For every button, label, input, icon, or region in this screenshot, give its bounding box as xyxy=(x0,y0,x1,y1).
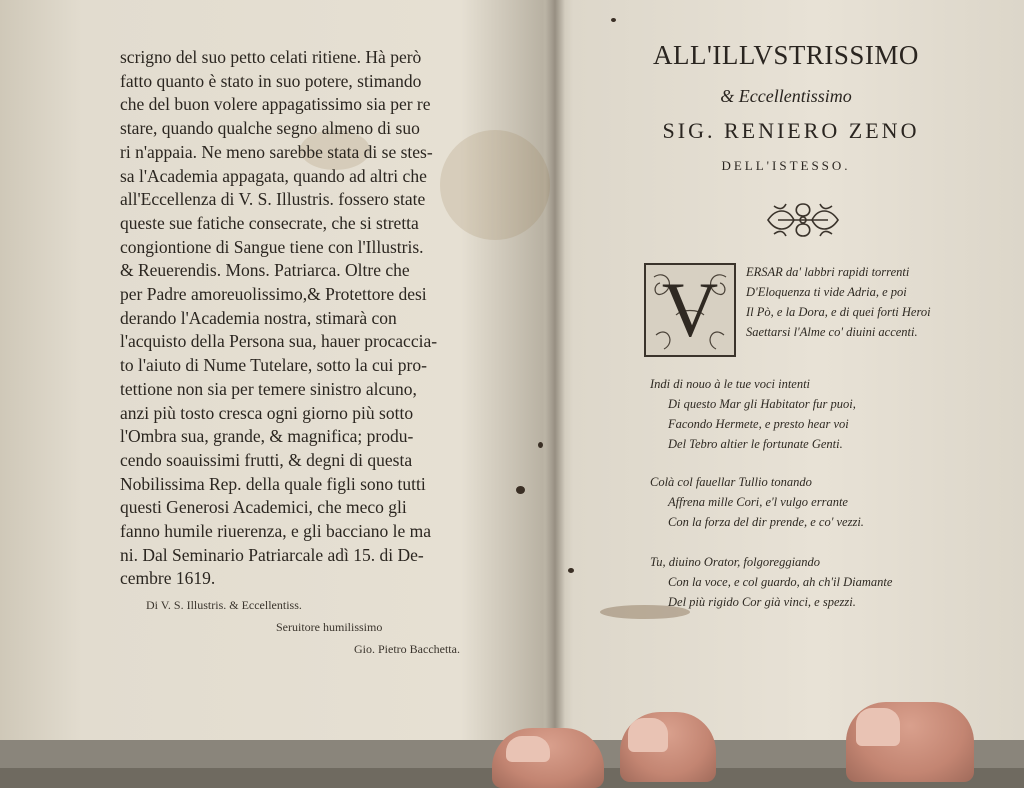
text-line: to l'aiuto di Nume Tutelare, sotto la cui pro- xyxy=(120,355,427,376)
text-line: derando l'Academia nostra, stimarà con xyxy=(120,307,397,328)
verse-line: ERSAR da' labbri rapidi torrenti xyxy=(746,265,910,279)
dedication-title: ALL'ILLVSTRISSIMO xyxy=(653,40,919,70)
text-line: l'acquisto della Persona sua, hauer procaccia- xyxy=(120,331,438,352)
text-line: cembre 1619. xyxy=(120,568,216,589)
text-line: & Reuerendis. Mons. Patriarca. Oltre che xyxy=(120,260,410,281)
text-line: tettione non sia per temere sinistro alcuno, xyxy=(120,378,417,399)
initial-letter: V xyxy=(661,266,719,353)
text-line: l'Ombra sua, grande, & magnifica; produ- xyxy=(120,426,414,447)
text-line: anzi più tosto cresca ogni giorno più sotto xyxy=(120,402,414,423)
verse-line: Del più rigido Cor già vinci, e spezzi. xyxy=(668,595,856,609)
verse-line: Tu, diuino Orator, folgoreggiando xyxy=(650,555,821,569)
text-line: che del buon volere appagatissimo sia per re xyxy=(120,94,431,115)
text-line: congiontione di Sangue tiene con l'Illustris. xyxy=(120,236,424,257)
author-signature: Gio. Pietro Bacchetta. xyxy=(354,642,460,656)
verse-line: Facondo Hermete, e presto hear voi xyxy=(668,417,849,431)
verse-line: Indi di nouo à le tue voci intenti xyxy=(650,377,811,391)
text-line: scrigno del suo petto celati ritiene. Hà però xyxy=(120,47,422,67)
dedication-author-line: DELL'ISTESSO. xyxy=(721,158,851,173)
dedicatee-name: SIG. RENIERO ZENO xyxy=(662,118,920,143)
verse-line: Colà col fauellar Tullio tonando xyxy=(650,475,812,489)
text-line: sa l'Academia appagata, quando ad altri che xyxy=(120,165,427,186)
sonnet-stanza-1 xyxy=(746,262,931,342)
thumb-right xyxy=(846,702,974,782)
sonnet-stanza-2 xyxy=(650,374,856,454)
floral-ornament-icon xyxy=(764,198,842,242)
text-line: ni. Dal Seminario Patriarcale adì 15. di De- xyxy=(120,544,424,565)
fingernail xyxy=(506,736,550,762)
text-line: per Padre amoreuolissimo,& Protettore desi xyxy=(120,284,427,305)
text-line: fatto quanto è stato in suo potere, stimando xyxy=(120,70,422,91)
closing-servant: Seruitore humilissimo xyxy=(276,620,383,634)
closing-salutation: Di V. S. Illustris. & Eccellentiss. xyxy=(146,598,302,612)
sonnet-stanza-4 xyxy=(650,552,892,612)
verse-line: Del Tebro altier le fortunate Genti. xyxy=(668,437,843,451)
text-line: stare, quando qualche segno almeno di suo xyxy=(120,118,420,139)
fingernail xyxy=(856,708,900,746)
text-line: questi Generosi Academici, che meco gli xyxy=(120,497,407,518)
verse-line: Di questo Mar gli Habitator fur puoi, xyxy=(668,397,856,411)
text-line: queste sue fatiche consecrate, che si stretta xyxy=(120,212,419,233)
verse-line: Il Pò, e la Dora, e di quei forti Heroi xyxy=(746,305,931,319)
fingernail xyxy=(628,718,668,752)
right-page xyxy=(560,0,1024,740)
text-line: ri n'appaia. Ne meno sarebbe stata di se stes- xyxy=(120,141,433,162)
text-line: fanno humile riuerenza, e gli bacciano le ma xyxy=(120,521,431,542)
verse-line: D'Eloquenza ti vide Adria, e poi xyxy=(746,285,907,299)
sonnet-stanza-3 xyxy=(650,472,864,532)
verse-line: Con la forza del dir prende, e co' vezzi. xyxy=(668,515,864,529)
text-line: all'Eccellenza di V. S. Illustris. fossero state xyxy=(120,189,426,210)
dedication-subtitle: & Eccellentissimo xyxy=(720,86,852,106)
verse-line: Con la voce, e col guardo, ah ch'il Diamante xyxy=(668,575,893,589)
thumb-left xyxy=(492,728,604,788)
text-line: cendo soauissimi frutti, & degni di questa xyxy=(120,449,413,470)
decorated-initial xyxy=(644,263,736,357)
dedication-text xyxy=(120,46,498,591)
text-line: Nobilissima Rep. della quale figli sono tutti xyxy=(120,473,426,494)
verse-line: Affrena mille Cori, e'l vulgo errante xyxy=(668,495,848,509)
verse-line: Saettarsi l'Alme co' diuini accenti. xyxy=(746,325,918,339)
finger-middle xyxy=(620,712,716,782)
